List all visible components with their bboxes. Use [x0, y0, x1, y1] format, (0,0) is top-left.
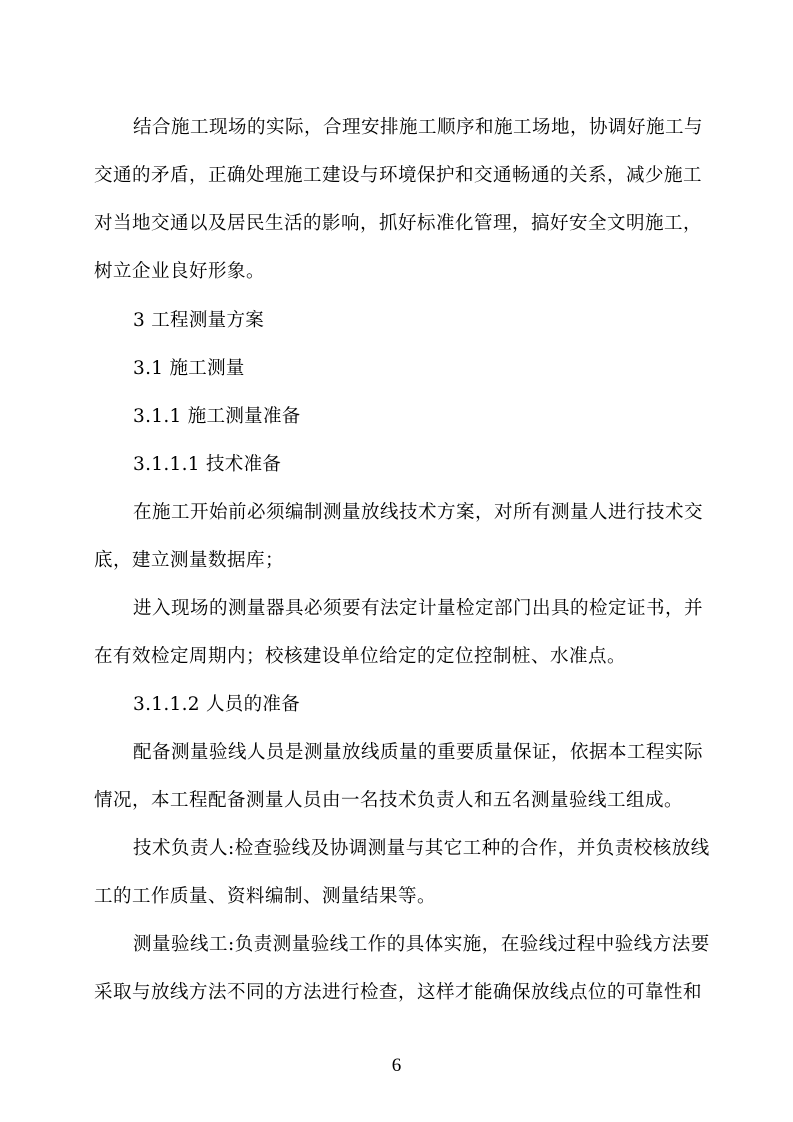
paragraph-line: 在施工开始前必须编制测量放线技术方案，对所有测量人进行技术交 — [133, 502, 704, 523]
paragraph-line: 技术负责人:检查验线及协调测量与其它工种的合作，并负责校核放线 — [133, 838, 710, 859]
paragraph-line: 在有效检定周期内；校核建设单位给定的定位控制桩、水准点。 — [94, 646, 627, 667]
paragraph-line: 情况，本工程配备测量人员由一名技术负责人和五名测量验线工组成。 — [94, 790, 684, 811]
paragraph-line: 结合施工现场的实际，合理安排施工顺序和施工场地，协调好施工与 — [133, 117, 704, 138]
paragraph-line: 测量验线工:负责测量验线工作的具体实施，在验线过程中验线方法要 — [133, 934, 710, 955]
paragraph-line: 底，建立测量数据库； — [94, 550, 285, 571]
section-heading: 3 工程测量方案 — [133, 310, 265, 331]
paragraph-line: 配备测量验线人员是测量放线质量的重要质量保证，依据本工程实际 — [133, 742, 704, 763]
paragraph-line: 树立企业良好形象。 — [94, 261, 266, 282]
subsection-heading: 3.1.1.1 技术准备 — [133, 454, 282, 475]
page-number: 6 — [391, 1055, 402, 1076]
paragraph-line: 对当地交通以及居民生活的影响，抓好标准化管理，搞好安全文明施工， — [94, 213, 703, 234]
paragraph-line: 交通的矛盾，正确处理施工建设与环境保护和交通畅通的关系，减少施工 — [94, 165, 703, 186]
paragraph-line: 进入现场的测量器具必须要有法定计量检定部门出具的检定证书，并 — [133, 598, 704, 619]
subsection-heading: 3.1.1.2 人员的准备 — [133, 694, 301, 715]
subsection-heading: 3.1 施工测量 — [133, 358, 245, 379]
subsection-heading: 3.1.1 施工测量准备 — [133, 406, 301, 427]
paragraph-line: 工的工作质量、资料编制、测量结果等。 — [94, 886, 437, 907]
paragraph-line: 采取与放线方法不同的方法进行检查，这样才能确保放线点位的可靠性和 — [94, 982, 703, 1003]
